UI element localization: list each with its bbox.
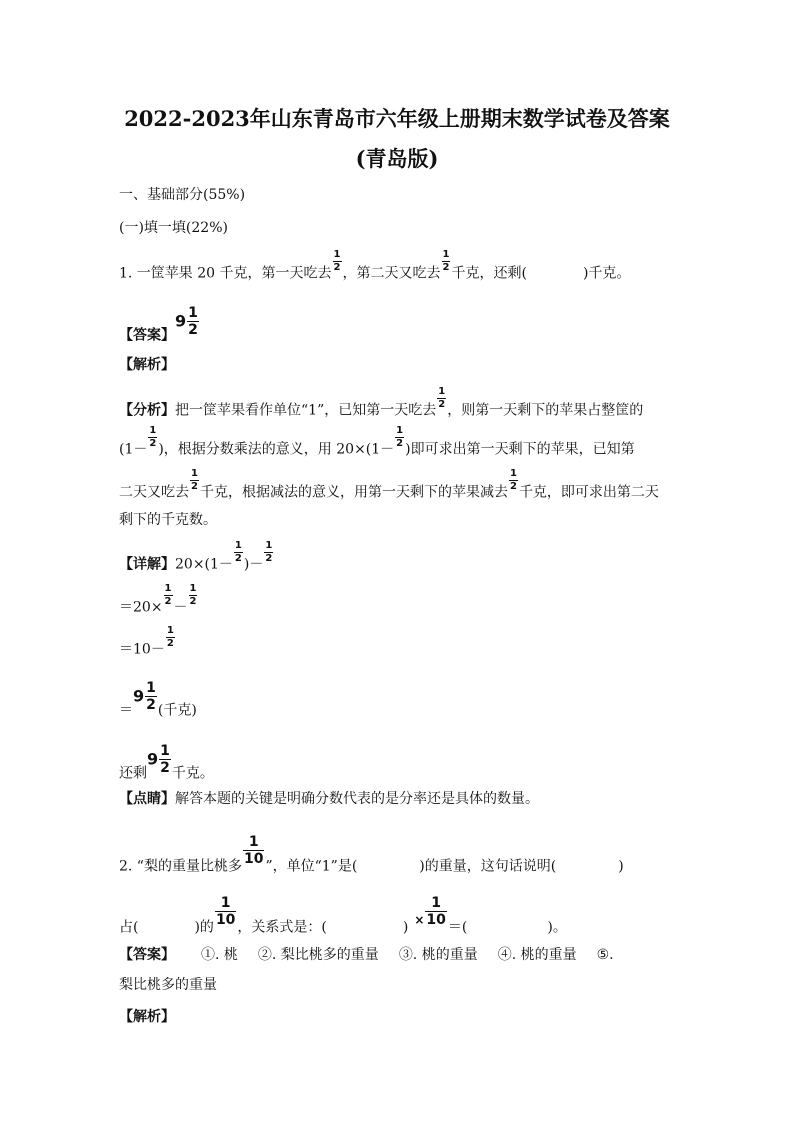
fraction: $\frac{1}{2}$ bbox=[191, 468, 198, 492]
fraction: $\frac{1}{2}$ bbox=[396, 425, 404, 449]
analysis-line-3: 二天又吃去 $\frac{1}{2}$ 千克，根据减法的意义，用第一天剩下的苹果减去 $\frac{1}{2}$ 千克，即可求出第二天 bbox=[119, 468, 659, 501]
analysis-label: 【解析】 bbox=[119, 357, 175, 373]
question-2-answer-cont: 梨比桃多的重量 bbox=[119, 977, 217, 993]
fraction: $\frac{1}{2}$ bbox=[442, 249, 450, 273]
subsection-heading: (一)填一填(22%) bbox=[119, 220, 228, 236]
question-2-line-2: 占( )的 $\frac{1}{10}$ ，关系式是：( ) × $\frac{1}{10}$ ＝( )。 bbox=[119, 895, 567, 936]
analysis-line-1: 【分析】把一筐苹果看作单位“1”，已知第一天吃去 $\frac{1}{2}$ ，则第一天剩下的苹果占整筐的 bbox=[119, 386, 644, 419]
analysis-line-4: 剩下的千克数。 bbox=[119, 512, 217, 528]
fraction: $\frac{1}{2}$ bbox=[333, 249, 341, 273]
solution-line-2: ＝20× $\frac{1}{2}$ － $\frac{1}{2}$ bbox=[119, 583, 197, 616]
fraction: $\frac{1}{2}$ bbox=[164, 583, 172, 607]
question-2-answer: 【答案】 ①. 桃 ②. 梨比桃多的重量 ③. 桃的重量 ④. 桃的重量 ⑤. bbox=[119, 947, 614, 963]
mixed-number: 9 $\frac{1}{2}$ bbox=[147, 743, 170, 776]
fraction: $\frac{1}{2}$ bbox=[438, 386, 446, 410]
multiply-sign: × bbox=[414, 912, 425, 927]
document-title: 2022-2023年山东青岛市六年级上册期末数学试卷及答案 bbox=[124, 106, 670, 131]
fraction: $\frac{1}{2}$ bbox=[509, 468, 517, 492]
solution-line-1: 【详解】20×(1－ $\frac{1}{2}$ )－ $\frac{1}{2}$ bbox=[119, 540, 273, 573]
solution-line-3: ＝10－ $\frac{1}{2}$ bbox=[119, 625, 174, 658]
analysis-line-2: (1－ $\frac{1}{2}$ )，根据分数乘法的意义，用 20×(1－ $\frac{1}{2}$ )即可求出第一天剩下的苹果，已知第 bbox=[119, 425, 635, 458]
fraction: $\frac{1}{10}$ bbox=[426, 895, 446, 928]
question-2-line-1: 2. “梨的重量比桃多 $\frac{1}{10}$ ”，单位“1”是( )的重量，这句话说明( ) bbox=[119, 834, 624, 875]
mixed-number: 9 $\frac{1}{2}$ bbox=[175, 305, 198, 338]
solution-line-5: 还剩9 $\frac{1}{2}$ 千克。 bbox=[119, 743, 214, 782]
fraction: $\frac{1}{2}$ bbox=[234, 540, 242, 564]
solution-line-4: ＝9 $\frac{1}{2}$ (千克) bbox=[119, 680, 197, 719]
fraction: $\frac{1}{2}$ bbox=[189, 583, 197, 607]
section-heading: 一、基础部分(55%) bbox=[119, 187, 246, 203]
key-point-line: 【点睛】解答本题的关键是明确分数代表的是分率还是具体的数量。 bbox=[119, 791, 539, 807]
answer-line bbox=[119, 305, 200, 351]
fraction: $\frac{1}{2}$ bbox=[149, 425, 157, 449]
document-subtitle: (青岛版) bbox=[355, 146, 439, 171]
fraction: $\frac{1}{10}$ bbox=[215, 895, 236, 928]
fraction: $\frac{1}{2}$ bbox=[265, 540, 273, 564]
mixed-number: 9 $\frac{1}{2}$ bbox=[133, 680, 156, 713]
question-1: 1. 一筐苹果 20 千克，第一天吃去 $\frac{1}{2}$ ，第二天又吃去 $\frac{1}{2}$ 千克，还剩( )千克。 bbox=[119, 249, 631, 282]
fraction: $\frac{1}{10}$ bbox=[243, 834, 264, 867]
analysis-label-2: 【解析】 bbox=[119, 1009, 175, 1025]
fraction: $\frac{1}{2}$ bbox=[166, 625, 174, 649]
answer-label: 【答案】 bbox=[119, 327, 175, 344]
